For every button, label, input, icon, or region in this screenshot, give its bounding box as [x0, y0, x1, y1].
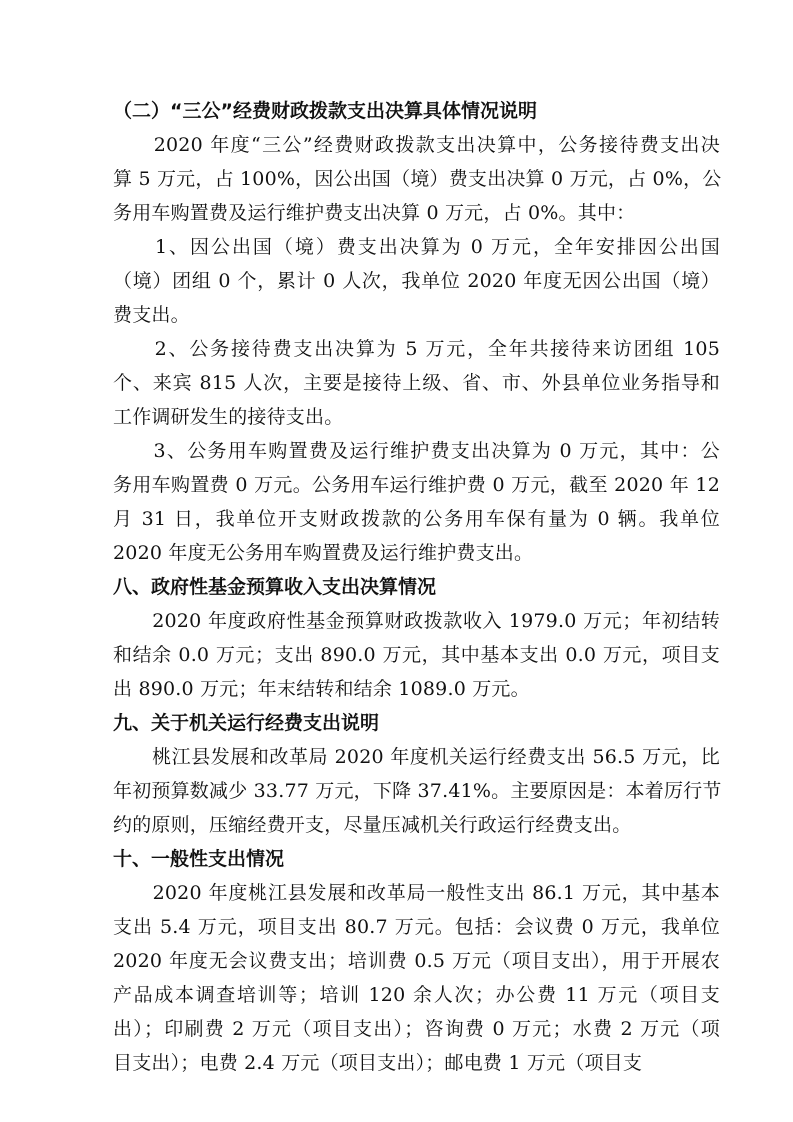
text-line: 桃江县发展和改革局 2020 年度机关运行经费支出 56.5 万元，比: [113, 746, 720, 768]
text-line: 2020 年度无会议费支出；培训费 0.5 万元（项目支出），用于开展农: [113, 950, 720, 972]
text-line: 1、因公出国（境）费支出决算为 0 万元，全年安排因公出国: [113, 236, 720, 258]
text-line: 和结余 0.0 万元；支出 890.0 万元，其中基本支出 0.0 万元，项目支: [113, 644, 720, 666]
document-body: [113, 94, 720, 1080]
text-line: 出）；印刷费 2 万元（项目支出）；咨询费 0 万元；水费 2 万元（项: [113, 1018, 720, 1040]
text-line: 2020 年度“三公”经费财政拨款支出决算中，公务接待费支出决: [113, 134, 720, 156]
text-line: 2、公务接待费支出决算为 5 万元，全年共接待来访团组 105: [113, 338, 720, 360]
paragraph: [113, 740, 720, 842]
paragraph: [113, 332, 720, 434]
section-heading: （二）“三公”经费财政拨款支出决算具体情况说明: [113, 100, 537, 122]
text-line: 出 890.0 万元；年末结转和结余 1089.0 万元。: [113, 678, 530, 700]
text-line: 个、来宾 815 人次，主要是接待上级、省、市、外县单位业务指导和: [113, 372, 720, 394]
section-heading: 九、关于机关运行经费支出说明: [113, 712, 380, 734]
paragraph: [113, 604, 720, 706]
text-line: 月 31 日，我单位开支财政拨款的公务用车保有量为 0 辆。我单位: [113, 508, 720, 530]
text-line: 产品成本调查培训等；培训 120 余人次；办公费 11 万元（项目支: [113, 984, 720, 1006]
text-line: 2020 年度桃江县发展和改革局一般性支出 86.1 万元，其中基本: [113, 882, 720, 904]
text-line: （境）团组 0 个，累计 0 人次，我单位 2020 年度无因公出国（境）: [113, 270, 720, 292]
text-line: 3、公务用车购置费及运行维护费支出决算为 0 万元，其中：公: [113, 440, 720, 462]
text-line: 工作调研发生的接待支出。: [113, 406, 344, 428]
paragraph: [113, 230, 720, 332]
text-line: 算 5 万元，占 100%，因公出国（境）费支出决算 0 万元，占 0%，公: [113, 168, 722, 190]
text-line: 2020 年度无公务用车购置费及运行维护费支出。: [113, 542, 534, 564]
text-line: 年初预算数减少 33.77 万元，下降 37.41%。主要原因是：本着厉行节: [113, 780, 722, 802]
text-line: 务用车购置费及运行维护费支出决算 0 万元，占 0%。其中：: [113, 202, 636, 224]
text-line: 约的原则，压缩经费开支，尽量压减机关行政运行经费支出。: [113, 814, 632, 836]
text-line: 务用车购置费 0 万元。公务用车运行维护费 0 万元，截至 2020 年 12: [113, 474, 720, 496]
paragraph: [113, 128, 720, 230]
text-line: 费支出。: [113, 304, 190, 326]
paragraph: [113, 434, 720, 570]
section-heading: 八、政府性基金预算收入支出决算情况: [113, 576, 437, 598]
section-heading: 十、一般性支出情况: [113, 848, 285, 870]
text-line: 目支出）；电费 2.4 万元（项目支出）；邮电费 1 万元（项目支: [113, 1052, 643, 1074]
paragraph: [113, 876, 720, 1080]
text-line: 2020 年度政府性基金预算财政拨款收入 1979.0 万元；年初结转: [113, 610, 720, 632]
text-line: 支出 5.4 万元，项目支出 80.7 万元。包括：会议费 0 万元，我单位: [113, 916, 720, 938]
